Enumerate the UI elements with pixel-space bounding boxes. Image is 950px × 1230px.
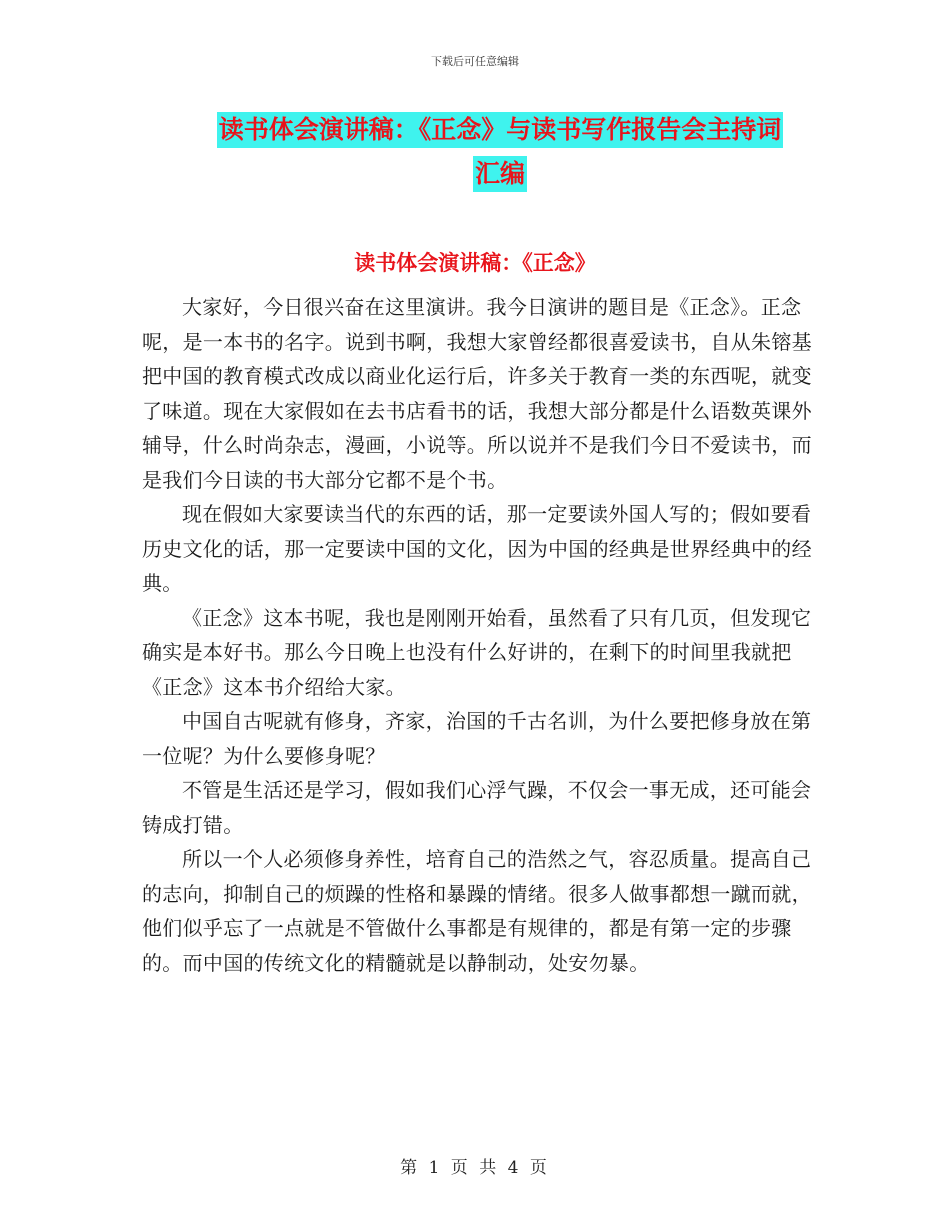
section-heading: 读书体会演讲稿：《正念》 (354, 251, 596, 275)
page-footer: 第 1 页 共 4 页 (400, 1158, 550, 1178)
document-title-line-1 (140, 112, 860, 148)
paragraph-2: 现在假如大家要读当代的东西的话，那一定要读外国人写的；假如要看历史文化的话，那一定要读中国的文化，因为中国的经典是世界经典中的经典。 (142, 502, 812, 595)
paragraph-1: 大家好，今日很兴奋在这里演讲。我今日演讲的题目是《正念》。正念呢，是一本书的名字。说到书啊，我想大家曾经都很喜爱读书，自从朱镕基把中国的教育模式改成以商业化运行后，许多关于教育一类的东西呢，就变了味道。现在大家假如在去书店看书的话，我想大部分都是什么语数英课外辅导，什么时尚杂志，漫画，小说等。所以说并不是我们今日不爱读书，而是我们今日读的书大部分它都不是个书。 (142, 295, 812, 492)
paragraph-6: 所以一个人必须修身养性，培育自己的浩然之气，容忍质量。提高自己的志向，抑制自己的烦躁的性格和暴躁的情绪。很多人做事都想一蹴而就，他们似乎忘了一点就是不管做什么事都是有规律的，都是有第一定的步骤的。而中国的传统文化的精髓就是以静制动，处安勿暴。 (142, 847, 812, 975)
paragraph-4: 中国自古呢就有修身，齐家，治国的千古名训，为什么要把修身放在第一位呢？为什么要修身呢？ (142, 709, 812, 768)
paragraph-3: 《正念》这本书呢，我也是刚刚开始看，虽然看了只有几页，但发现它确实是本好书。那么今日晚上也没有什么好讲的，在剩下的时间里我就把《正念》这本书介绍给大家。 (142, 605, 812, 699)
paragraph-5: 不管是生活还是学习，假如我们心浮气躁，不仅会一事无成，还可能会铸成打错。 (142, 778, 812, 837)
page-header: 下载后可任意编辑 (431, 55, 519, 68)
document-title-text-1: 读书体会演讲稿：《正念》与读书写作报告会主持词 (217, 112, 784, 148)
document-title-line-2 (140, 156, 860, 192)
document-title-text-2: 汇编 (473, 156, 527, 192)
document-body (142, 290, 822, 980)
